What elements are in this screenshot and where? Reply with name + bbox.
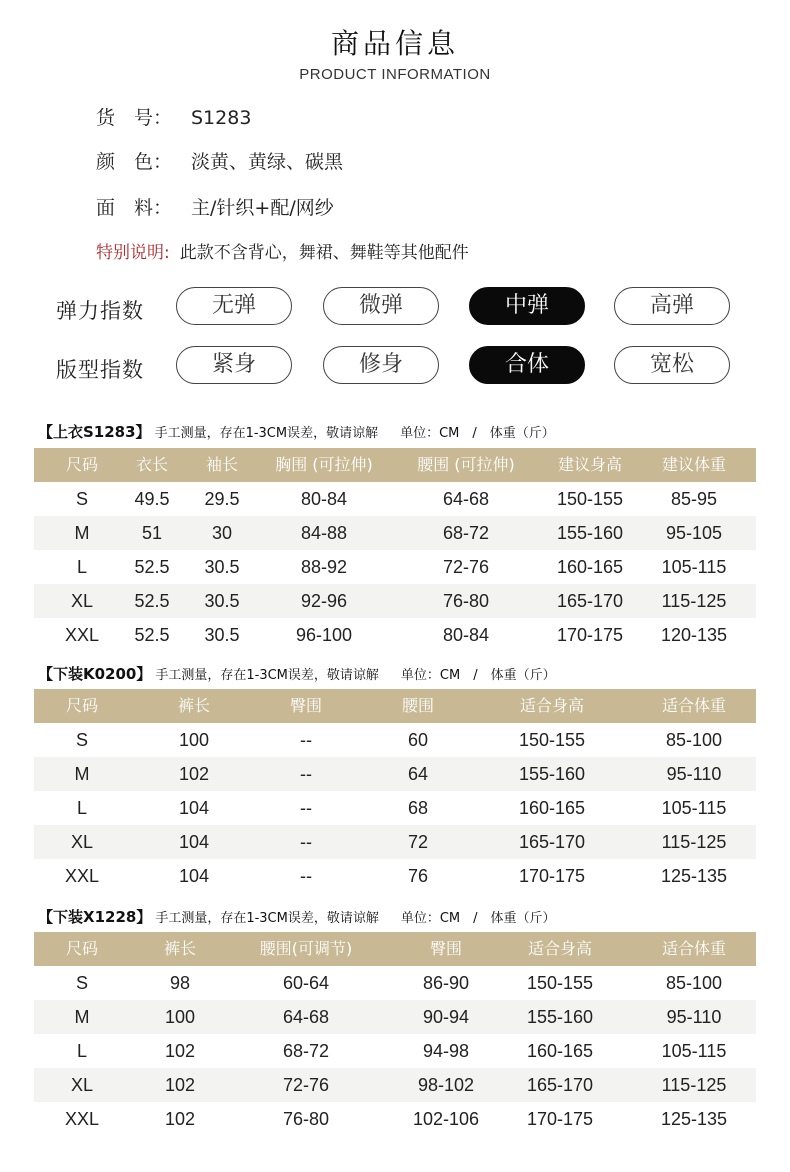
table-header-cell: 臀围 xyxy=(289,696,322,715)
table-cell: S xyxy=(75,489,88,509)
elasticity-option-high: 高弹 xyxy=(614,287,730,325)
table-cell: L xyxy=(76,798,87,818)
table-cell: L xyxy=(76,1041,87,1061)
table-cell: 95-110 xyxy=(666,764,722,784)
table-cell: 170-175 xyxy=(526,1109,594,1129)
table-cell: 98-102 xyxy=(417,1075,475,1095)
info-value: S1283 xyxy=(191,107,252,129)
table-cell: 84-88 xyxy=(300,523,348,543)
table-cell: 30.5 xyxy=(204,591,240,611)
table-header-cell: 裤长 xyxy=(163,939,196,958)
table-cell: 72-76 xyxy=(442,557,490,577)
table-cell: 104 xyxy=(178,798,210,818)
info-label: 颜 色： xyxy=(96,151,173,173)
table-header-cell: 建议体重 xyxy=(661,455,726,474)
table-cell: 80-84 xyxy=(442,625,490,645)
table-unit: 单位：CM / 体重（斤） xyxy=(400,668,556,683)
table-row xyxy=(34,618,756,652)
table-code: 【下装X1228】 xyxy=(38,908,152,926)
info-label: 货 号： xyxy=(96,107,173,129)
table-cell: 52.5 xyxy=(134,591,170,611)
table-cell: -- xyxy=(300,866,312,886)
info-label: 面 料： xyxy=(96,197,173,219)
table-cell: 85-100 xyxy=(665,730,723,750)
table-cell: 102 xyxy=(164,1041,196,1061)
table-row xyxy=(34,723,756,757)
table-cell: 72-76 xyxy=(282,1075,330,1095)
table-cell: 160-165 xyxy=(518,798,586,818)
table-row xyxy=(34,516,756,550)
table-title-bottom-x1228 xyxy=(38,906,556,927)
table-cell: -- xyxy=(300,764,312,784)
table-cell: 90-94 xyxy=(422,1007,470,1027)
table-cell: 100 xyxy=(178,730,210,750)
table-cell: 80-84 xyxy=(300,489,348,509)
table-header-row xyxy=(34,689,756,723)
table-cell: XXL xyxy=(64,625,100,645)
table-header-cell: 腰围 xyxy=(401,696,434,715)
table-cell: 170-175 xyxy=(556,625,624,645)
table-cell: XXL xyxy=(64,1109,100,1129)
table-cell: 52.5 xyxy=(134,625,170,645)
info-value: 淡黄、黄绿、碳黑 xyxy=(191,151,344,173)
table-cell: M xyxy=(74,764,90,784)
table-cell: 105-115 xyxy=(661,798,727,818)
table-cell: XXL xyxy=(64,866,100,886)
table-cell: 125-135 xyxy=(660,866,728,886)
table-header-cell: 袖长 xyxy=(205,455,238,474)
table-cell: 125-135 xyxy=(660,1109,728,1129)
table-cell: S xyxy=(75,730,88,750)
table-header-row xyxy=(34,448,756,482)
table-cell: 76 xyxy=(407,866,429,886)
table-cell: L xyxy=(76,557,87,577)
table-row xyxy=(34,825,756,859)
table-cell: 94-98 xyxy=(422,1041,470,1061)
table-cell: 88-92 xyxy=(300,557,348,577)
table-cell: 115-125 xyxy=(661,591,727,611)
page-subtitle: PRODUCT INFORMATION xyxy=(299,66,491,83)
table-cell: 105-115 xyxy=(661,1041,727,1061)
table-cell: 160-165 xyxy=(526,1041,594,1061)
info-item-code xyxy=(96,103,251,130)
table-unit: 单位：CM / 体重（斤） xyxy=(400,426,555,441)
table-cell: 102 xyxy=(164,1075,196,1095)
info-item-color xyxy=(96,147,343,174)
info-item-fabric xyxy=(96,193,334,220)
table-header-cell: 建议身高 xyxy=(557,455,622,474)
table-cell: 76-80 xyxy=(442,591,490,611)
table-row xyxy=(34,966,756,1000)
fit-option-tight: 紧身 xyxy=(176,346,292,384)
elasticity-option-none: 无弹 xyxy=(176,287,292,325)
table-note: 手工测量，存在1-3CM误差，敬请谅解 xyxy=(155,668,379,683)
elasticity-index xyxy=(0,287,790,329)
table-row xyxy=(34,482,756,516)
table-header-cell: 尺码 xyxy=(65,696,98,715)
table-cell: 105-115 xyxy=(661,557,727,577)
table-header-cell: 尺码 xyxy=(65,939,98,958)
size-table-bottom-x1228 xyxy=(34,932,756,1136)
table-cell: 165-170 xyxy=(556,591,624,611)
table-header-cell: 尺码 xyxy=(65,455,98,474)
table-cell: M xyxy=(74,523,90,543)
table-row xyxy=(34,1068,756,1102)
table-cell: XL xyxy=(70,832,94,852)
table-cell: S xyxy=(75,973,88,993)
table-row xyxy=(34,791,756,825)
table-cell: 104 xyxy=(178,866,210,886)
table-cell: 96-100 xyxy=(295,625,353,645)
table-code: 【上衣S1283】 xyxy=(38,423,151,441)
elasticity-label: 弹力指数 xyxy=(56,299,144,323)
table-cell: 155-160 xyxy=(518,764,586,784)
table-cell: 115-125 xyxy=(661,1075,727,1095)
table-cell: 64-68 xyxy=(282,1007,330,1027)
table-cell: 170-175 xyxy=(518,866,586,886)
table-note: 手工测量，存在1-3CM误差，敬请谅解 xyxy=(154,426,379,441)
table-cell: 102 xyxy=(178,764,210,784)
table-header-cell: 裤长 xyxy=(177,696,210,715)
fit-index xyxy=(0,346,790,388)
table-cell: 102-106 xyxy=(412,1109,480,1129)
table-cell: 155-160 xyxy=(526,1007,594,1027)
table-header-cell: 臀围 xyxy=(429,939,462,958)
table-cell: 68-72 xyxy=(442,523,490,543)
table-cell: 98 xyxy=(169,973,191,993)
table-cell: 165-170 xyxy=(526,1075,594,1095)
table-row xyxy=(34,550,756,584)
table-cell: -- xyxy=(300,730,312,750)
table-cell: 64 xyxy=(407,764,429,784)
table-header-cell: 胸围 (可拉伸) xyxy=(275,455,373,474)
table-cell: 68 xyxy=(407,798,429,818)
table-note: 手工测量，存在1-3CM误差，敬请谅解 xyxy=(155,911,379,926)
table-cell: 160-165 xyxy=(556,557,624,577)
table-cell: 150-155 xyxy=(556,489,624,509)
table-row xyxy=(34,1102,756,1136)
page-title: 商品信息 xyxy=(330,27,459,60)
table-cell: 150-155 xyxy=(518,730,586,750)
table-row xyxy=(34,584,756,618)
table-cell: 30 xyxy=(211,523,233,543)
fit-label: 版型指数 xyxy=(56,358,144,382)
table-cell: 95-110 xyxy=(666,1007,722,1027)
table-header-cell: 衣长 xyxy=(135,455,168,474)
info-item-note xyxy=(96,238,469,263)
table-cell: 72 xyxy=(407,832,429,852)
table-cell: XL xyxy=(70,1075,94,1095)
table-cell: 30.5 xyxy=(204,557,240,577)
elasticity-option-slight: 微弹 xyxy=(323,287,439,325)
table-cell: -- xyxy=(300,832,312,852)
table-header-cell: 适合身高 xyxy=(527,939,592,958)
table-cell: M xyxy=(74,1007,90,1027)
table-row xyxy=(34,1000,756,1034)
table-header-cell: 腰围(可调节) xyxy=(259,939,353,958)
table-title-top xyxy=(38,421,555,442)
table-row xyxy=(34,1034,756,1068)
table-cell: 76-80 xyxy=(282,1109,330,1129)
elasticity-option-medium: 中弹 xyxy=(469,287,585,325)
table-cell: 95-105 xyxy=(665,523,723,543)
table-cell: 86-90 xyxy=(422,973,470,993)
table-cell: 155-160 xyxy=(556,523,624,543)
table-header-row xyxy=(34,932,756,966)
table-cell: 102 xyxy=(164,1109,196,1129)
table-cell: 49.5 xyxy=(134,489,170,509)
table-cell: 165-170 xyxy=(518,832,586,852)
table-cell: 100 xyxy=(164,1007,196,1027)
table-cell: 51 xyxy=(141,523,163,543)
table-cell: -- xyxy=(300,798,312,818)
table-code: 【下装K0200】 xyxy=(38,665,152,683)
info-value: 主/针织+配/网纱 xyxy=(191,197,334,219)
table-cell: 52.5 xyxy=(134,557,170,577)
table-cell: 150-155 xyxy=(526,973,594,993)
table-cell: 64-68 xyxy=(442,489,490,509)
table-cell: 85-95 xyxy=(670,489,718,509)
table-header-cell: 腰围 (可拉伸) xyxy=(417,455,515,474)
table-cell: 68-72 xyxy=(282,1041,330,1061)
fit-option-slim: 修身 xyxy=(323,346,439,384)
table-cell: 92-96 xyxy=(300,591,348,611)
table-title-bottom-k0200 xyxy=(38,663,556,684)
fit-option-loose: 宽松 xyxy=(614,346,730,384)
table-cell: 60 xyxy=(407,730,429,750)
fit-option-regular: 合体 xyxy=(469,346,585,384)
table-cell: 29.5 xyxy=(204,489,240,509)
table-cell: 120-135 xyxy=(660,625,728,645)
size-table-bottom-k0200 xyxy=(34,689,756,893)
table-cell: 104 xyxy=(178,832,210,852)
table-row xyxy=(34,859,756,893)
table-header-cell: 适合身高 xyxy=(519,696,584,715)
size-table-top xyxy=(34,448,756,652)
note-value: 此款不含背心，舞裙、舞鞋等其他配件 xyxy=(179,243,469,263)
table-cell: 60-64 xyxy=(282,973,330,993)
note-label: 特别说明: xyxy=(96,243,170,263)
table-row xyxy=(34,757,756,791)
table-header-cell: 适合体重 xyxy=(661,939,726,958)
table-cell: XL xyxy=(70,591,94,611)
table-unit: 单位：CM / 体重（斤） xyxy=(400,911,556,926)
table-cell: 115-125 xyxy=(661,832,727,852)
table-header-cell: 适合体重 xyxy=(661,696,726,715)
table-cell: 30.5 xyxy=(204,625,240,645)
table-cell: 85-100 xyxy=(665,973,723,993)
